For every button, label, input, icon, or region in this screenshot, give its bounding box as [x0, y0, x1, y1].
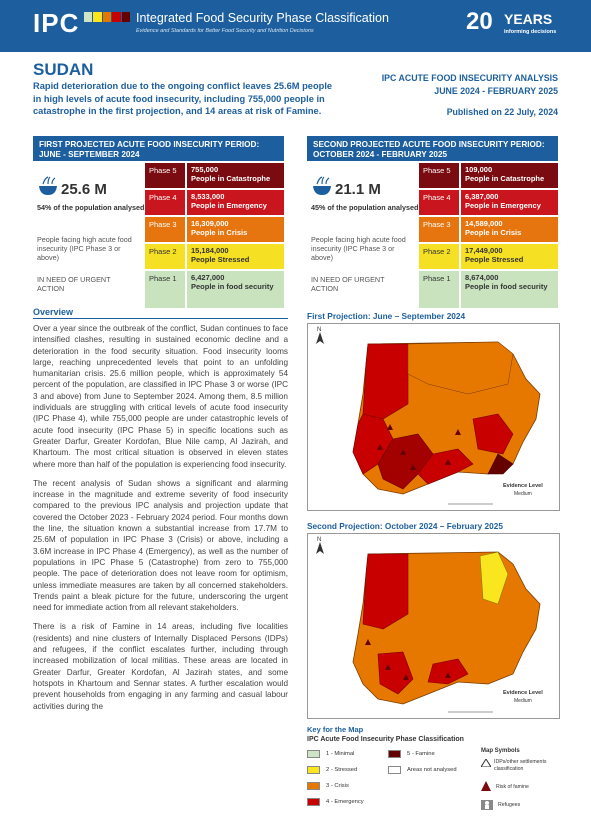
phase-table [145, 163, 284, 310]
legend-swatch [307, 782, 320, 790]
refugees-icon [481, 800, 493, 810]
panel-summary [33, 163, 145, 300]
legend-subtitle: IPC Acute Food Insecurity Phase Classification [307, 736, 464, 743]
phase-description: People in Emergency [191, 201, 267, 210]
first-projection-panel [33, 136, 284, 300]
phase-population: 15,184,000 [191, 246, 229, 255]
analysis-period: JUNE 2024 - FEBRUARY 2025 [434, 86, 558, 96]
urgent-action-label: IN NEED OF URGENT ACTION [37, 275, 111, 293]
phase-value [461, 244, 558, 269]
legend-phase-item [388, 750, 435, 758]
phase-value [461, 217, 558, 242]
famine-risk-icon [481, 781, 491, 791]
phase-row [145, 163, 284, 188]
phase-row [145, 244, 284, 269]
phase-label: Phase 4 [419, 190, 459, 215]
panel-title: SECOND PROJECTED ACUTE FOOD INSECURITY PERIOD: OCTOBER 2024 - FEBRUARY 2025 [307, 136, 558, 161]
population-percentage: 54% of the population analysed [37, 203, 145, 212]
phase-label: Phase 5 [419, 163, 459, 188]
map-first-projection [307, 323, 560, 511]
evidence-level-value: Medium [514, 698, 532, 704]
header-subtitle: Evidence and Standards for Better Food Security and Nutrition Decisions [136, 28, 314, 34]
phase-swatch [93, 12, 101, 22]
legend-phase-label: 1 - Minimal [326, 751, 355, 757]
phase-population: 14,589,000 [465, 219, 503, 228]
phase-swatch [112, 12, 120, 22]
phase-value [461, 271, 558, 308]
legend-symbol-label: IDPs/other settlements classification [494, 759, 547, 772]
anniversary-word: YEARS [504, 11, 553, 27]
phase-population: 6,427,000 [191, 273, 225, 282]
phase-table [419, 163, 558, 310]
phase-row [419, 190, 558, 215]
phase-row [419, 163, 558, 188]
legend-swatch [307, 750, 320, 758]
phase-population: 109,000 [465, 165, 493, 174]
sudan-map-second [308, 534, 559, 718]
svg-text:N: N [317, 327, 322, 333]
phase-label: Phase 2 [145, 244, 185, 269]
phase-value [461, 163, 558, 188]
legend-phase-item [388, 766, 457, 774]
phase-population: 16,309,000 [191, 219, 229, 228]
phase-description: People Stressed [191, 255, 250, 264]
header-title: Integrated Food Security Phase Classification [136, 11, 389, 25]
legend-swatch [307, 798, 320, 806]
phase-label: Phase 2 [419, 244, 459, 269]
anniversary-subtitle: informing decisions [504, 29, 557, 35]
phase-row [419, 271, 558, 308]
header-banner [0, 0, 591, 52]
phase-description: People in Crisis [191, 228, 248, 237]
overview-body [33, 323, 288, 720]
legend-swatch [307, 766, 320, 774]
facing-description: People facing high acute food insecurity (IPC Phase 3 or above) [311, 235, 406, 262]
phase-description: People in Catastrophe [465, 174, 545, 183]
phase-description: People in Emergency [465, 201, 541, 210]
overview-paragraph: There is a risk of Famine in 14 areas, including five localities (residents) and nine clusters of Internally Displaced Persons (IDPs) and refugees, if the conflict escalates further, including through increased mobilization of local militias. These areas are located in Greater Darfur, Greater Kordofan, Al Jazirah states, and some hotspots in Khartoum and Sennar states. A further escalation would prevent households from engaging in any farming and casual labour activities during the [33, 622, 288, 711]
phase-description: People in food security [191, 282, 274, 291]
phase-swatch [84, 12, 92, 22]
phase-label: Phase 1 [419, 271, 459, 308]
second-projection-panel [307, 136, 558, 300]
phase-row [419, 217, 558, 242]
map-title-first: First Projection: June – September 2024 [307, 311, 466, 321]
overview-paragraph: The recent analysis of Sudan shows a significant and alarming increase in the magnitude and extreme severity of food insecurity compared to the previous IPC analysis and projection update that covered the October 2023 - February 2024 period. Four months down the line, the situation known a substantial increase from 17.7M to 25.6M of population in IPC Phase 3 (Crisis) or above, including a 3.6M increase in IPC Phase 4 (Emergency), as well as the number of populations in IPC Phase 5 (Catastrophe) from zero to 755,000 people. The pace of deterioration does not leave room for optimism, unless immediate measures are taken by all concerned stakeholders. Trends paint a bleak picture for the future, underscoring the urgent need for immediate action from all relevant stakeholders. [33, 478, 288, 613]
phase-label: Phase 3 [145, 217, 185, 242]
total-affected: 25.6 M [61, 181, 107, 198]
map-title-second: Second Projection: October 2024 – February 2025 [307, 521, 503, 531]
facing-description: People facing high acute food insecurity (IPC Phase 3 or above) [37, 235, 132, 262]
panel-title: FIRST PROJECTED ACUTE FOOD INSECURITY PERIOD: JUNE - SEPTEMBER 2024 [33, 136, 284, 161]
legend-phase-item [307, 750, 354, 758]
legend-swatch [388, 750, 401, 758]
legend-phase-label: 2 - Stressed [326, 767, 358, 773]
phase-value [187, 244, 284, 269]
phase-label: Phase 5 [145, 163, 185, 188]
legend-symbols-title: Map Symbols [481, 748, 520, 754]
legend-phase-item [307, 782, 349, 790]
analysis-title: IPC ACUTE FOOD INSECURITY ANALYSIS [381, 73, 558, 83]
phase-row [419, 244, 558, 269]
total-affected: 21.1 M [335, 181, 381, 198]
overview-paragraph: Over a year since the outbreak of the conflict, Sudan continues to face intensified clashes, resulting in sustained economic decline and a deterioration in the food security situation. Food insecurity looms large, reaching unprecedented levels that point to an unfolding humanitarian crisis. 25.6 million people, which is approximately 54 percent of the population, are classified in IPC Phase 3 or worse (IPC 3 and above) from June to September 2024. Among them, 8.5 million individuals are struggling with critical levels of acute food insecurity (IPC Phase 4), while 755,000 people are under catastrophic levels of acute food insecurity (IPC Phase 5) in specific locations such as Greater Darfur, Greater Kordofan, Blue Nile camp, Al Jazirah, and Khartoum. The most critical situation is observed in eleven states where more than half of the population is experiencing food insecurity. [33, 324, 288, 469]
phase-description: People in food security [465, 282, 548, 291]
anniversary-number: 20 [466, 8, 493, 35]
evidence-level-label: Evidence Level [503, 483, 543, 489]
overview-heading: Overview [33, 307, 74, 317]
legend-phase-item [307, 798, 364, 806]
legend-symbol-label: Refugees [498, 802, 521, 808]
phase-description: People in Catastrophe [191, 174, 271, 183]
legend-phase-label: 3 - Crisis [326, 783, 349, 789]
phase-label: Phase 1 [145, 271, 185, 308]
phase-row [145, 271, 284, 308]
phase-value [187, 217, 284, 242]
population-percentage: 45% of the population analysed [311, 203, 419, 212]
phase-population: 6,387,000 [465, 192, 499, 201]
phase-description: People in Crisis [465, 228, 522, 237]
phase-swatch [103, 12, 111, 22]
legend-phase-item [307, 766, 357, 774]
food-bowl-icon [311, 175, 333, 197]
overview-divider [33, 318, 288, 319]
panel-summary [307, 163, 419, 300]
legend-phase-label: 5 - Famine [407, 751, 435, 757]
lead-summary: Rapid deterioration due to the ongoing conflict leaves 25.6M people in high levels of acute food insecurity, including 755,000 people in catastrophe in the first projection, and 14 areas at risk of Famine. [33, 81, 333, 116]
phase-description: People Stressed [465, 255, 524, 264]
analysis-title-block [340, 72, 558, 98]
ipc-logo: IPC [33, 8, 80, 38]
phase-value [187, 163, 284, 188]
map-second-projection [307, 533, 560, 719]
svg-text:N: N [317, 537, 322, 543]
phase-label: Phase 4 [145, 190, 185, 215]
phase-population: 8,533,000 [191, 192, 225, 201]
phase-value [187, 271, 284, 308]
sudan-map-first [308, 324, 559, 510]
phase-color-strip [84, 12, 130, 22]
phase-population: 755,000 [191, 165, 219, 174]
food-bowl-icon [37, 175, 59, 197]
legend-phase-label: 4 - Emergency [326, 799, 364, 805]
evidence-level-value: Medium [514, 491, 532, 497]
country-title: SUDAN [33, 60, 94, 79]
phase-row [145, 217, 284, 242]
legend-title: Key for the Map [307, 725, 364, 734]
phase-row [145, 190, 284, 215]
phase-swatch [122, 12, 130, 22]
phase-population: 17,449,000 [465, 246, 503, 255]
phase-value [461, 190, 558, 215]
triangle-icon [481, 759, 491, 767]
urgent-action-label: IN NEED OF URGENT ACTION [311, 275, 385, 293]
phase-population: 8,674,000 [465, 273, 499, 282]
legend-symbol-label: Risk of famine [496, 784, 529, 790]
phase-value [187, 190, 284, 215]
published-date: Published on 22 July, 2024 [446, 107, 558, 117]
legend-phase-label: Areas not analysed [407, 767, 457, 773]
legend-swatch [388, 766, 401, 774]
phase-label: Phase 3 [419, 217, 459, 242]
evidence-level-label: Evidence Level [503, 690, 543, 696]
